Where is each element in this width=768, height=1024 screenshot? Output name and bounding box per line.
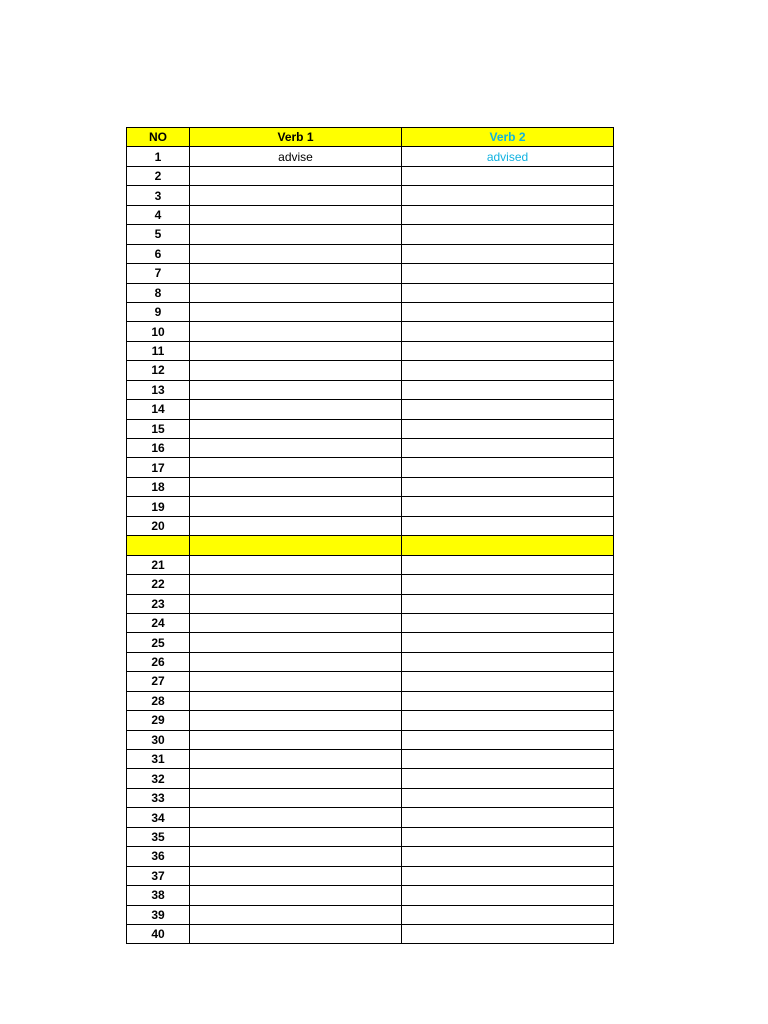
verb1-cell[interactable] xyxy=(190,302,402,321)
row-number-cell: 13 xyxy=(127,380,190,399)
table-row xyxy=(127,322,614,341)
verb1-cell[interactable] xyxy=(190,516,402,535)
table-row xyxy=(127,672,614,691)
header-row xyxy=(127,128,614,147)
row-number-cell: 10 xyxy=(127,322,190,341)
table-row xyxy=(127,497,614,516)
table-row xyxy=(127,516,614,535)
table-row xyxy=(127,847,614,866)
row-number-cell: 23 xyxy=(127,594,190,613)
verb1-cell[interactable] xyxy=(190,186,402,205)
verb2-cell[interactable] xyxy=(402,244,614,263)
row-number-cell: 18 xyxy=(127,477,190,496)
table-row xyxy=(127,905,614,924)
verb1-cell[interactable] xyxy=(190,575,402,594)
table-row xyxy=(127,886,614,905)
table-row xyxy=(127,652,614,671)
verb2-cell[interactable] xyxy=(402,322,614,341)
verb1-cell[interactable] xyxy=(190,594,402,613)
table-row xyxy=(127,458,614,477)
row-number-cell: 26 xyxy=(127,652,190,671)
row-number-cell: 35 xyxy=(127,827,190,846)
verb2-cell[interactable] xyxy=(402,380,614,399)
row-number-cell: 15 xyxy=(127,419,190,438)
verb2-cell[interactable] xyxy=(402,264,614,283)
verb2-cell[interactable] xyxy=(402,400,614,419)
row-number-cell: 14 xyxy=(127,400,190,419)
verb2-cell[interactable] xyxy=(402,866,614,885)
verb2-cell[interactable] xyxy=(402,905,614,924)
table-row xyxy=(127,439,614,458)
verb1-cell[interactable] xyxy=(190,341,402,360)
row-number-cell: 34 xyxy=(127,808,190,827)
row-number-cell: 40 xyxy=(127,924,190,943)
verb1-cell[interactable] xyxy=(190,847,402,866)
verb2-cell[interactable] xyxy=(402,594,614,613)
verb1-cell[interactable] xyxy=(190,633,402,652)
table-row xyxy=(127,400,614,419)
table-row xyxy=(127,555,614,574)
row-number-cell: 8 xyxy=(127,283,190,302)
row-number-cell: 36 xyxy=(127,847,190,866)
table-row xyxy=(127,711,614,730)
table-row xyxy=(127,477,614,496)
table-row xyxy=(127,575,614,594)
verb2-cell[interactable] xyxy=(402,439,614,458)
table-row xyxy=(127,730,614,749)
row-number-cell: 29 xyxy=(127,711,190,730)
verb1-cell[interactable] xyxy=(190,905,402,924)
verb1-cell[interactable] xyxy=(190,283,402,302)
verb2-cell[interactable] xyxy=(402,827,614,846)
verb2-cell[interactable] xyxy=(402,730,614,749)
verb1-cell[interactable] xyxy=(190,711,402,730)
row-number-cell xyxy=(127,536,190,555)
verb1-cell[interactable] xyxy=(190,808,402,827)
row-number-cell: 12 xyxy=(127,361,190,380)
verb1-cell[interactable] xyxy=(190,672,402,691)
verb2-cell[interactable] xyxy=(402,361,614,380)
verb2-cell[interactable] xyxy=(402,672,614,691)
verb1-cell xyxy=(190,536,402,555)
verb1-cell[interactable] xyxy=(190,886,402,905)
verb2-cell[interactable] xyxy=(402,652,614,671)
row-number-cell: 16 xyxy=(127,439,190,458)
table-row xyxy=(127,225,614,244)
verb1-cell[interactable] xyxy=(190,769,402,788)
row-number-cell: 17 xyxy=(127,458,190,477)
row-number-cell: 28 xyxy=(127,691,190,710)
table-row xyxy=(127,750,614,769)
verb2-cell[interactable] xyxy=(402,633,614,652)
table-row xyxy=(127,283,614,302)
verb1-cell[interactable]: advise xyxy=(190,147,402,166)
row-number-cell: 32 xyxy=(127,769,190,788)
table-row xyxy=(127,808,614,827)
verb1-cell[interactable] xyxy=(190,380,402,399)
verb2-cell[interactable] xyxy=(402,847,614,866)
verb1-cell[interactable] xyxy=(190,419,402,438)
verb1-cell[interactable] xyxy=(190,439,402,458)
row-number-cell: 30 xyxy=(127,730,190,749)
header-verb2: Verb 2 xyxy=(402,128,614,147)
verb2-cell[interactable] xyxy=(402,769,614,788)
verb2-cell[interactable] xyxy=(402,788,614,807)
verb1-cell[interactable] xyxy=(190,458,402,477)
verb1-cell[interactable] xyxy=(190,613,402,632)
table-row xyxy=(127,633,614,652)
verb2-cell[interactable] xyxy=(402,225,614,244)
row-number-cell: 38 xyxy=(127,886,190,905)
verb2-cell[interactable] xyxy=(402,711,614,730)
table-row xyxy=(127,691,614,710)
verb2-cell[interactable] xyxy=(402,516,614,535)
verb1-cell[interactable] xyxy=(190,827,402,846)
row-number-cell: 33 xyxy=(127,788,190,807)
verb2-cell[interactable] xyxy=(402,613,614,632)
row-number-cell: 6 xyxy=(127,244,190,263)
table-row xyxy=(127,924,614,943)
verb1-cell[interactable] xyxy=(190,652,402,671)
verb2-cell[interactable] xyxy=(402,555,614,574)
row-number-cell: 4 xyxy=(127,205,190,224)
row-number-cell: 37 xyxy=(127,866,190,885)
verb2-cell[interactable] xyxy=(402,575,614,594)
table-row xyxy=(127,769,614,788)
row-number-cell: 7 xyxy=(127,264,190,283)
table-row xyxy=(127,361,614,380)
table-row xyxy=(127,147,614,166)
row-number-cell: 25 xyxy=(127,633,190,652)
table-row xyxy=(127,594,614,613)
table-row xyxy=(127,341,614,360)
verb1-cell[interactable] xyxy=(190,866,402,885)
table-row xyxy=(127,244,614,263)
verb2-cell[interactable] xyxy=(402,458,614,477)
verb2-cell[interactable] xyxy=(402,497,614,516)
verb1-cell[interactable] xyxy=(190,477,402,496)
verb1-cell[interactable] xyxy=(190,924,402,943)
table-row xyxy=(127,264,614,283)
verb2-cell[interactable] xyxy=(402,283,614,302)
table-row xyxy=(127,827,614,846)
table-row xyxy=(127,788,614,807)
table-row xyxy=(127,419,614,438)
row-number-cell: 1 xyxy=(127,147,190,166)
verb1-cell[interactable] xyxy=(190,225,402,244)
row-number-cell: 21 xyxy=(127,555,190,574)
verb2-cell[interactable] xyxy=(402,808,614,827)
verb-table xyxy=(126,127,614,944)
verb1-cell[interactable] xyxy=(190,322,402,341)
row-number-cell: 39 xyxy=(127,905,190,924)
row-number-cell: 3 xyxy=(127,186,190,205)
verb2-cell[interactable] xyxy=(402,886,614,905)
verb2-cell[interactable] xyxy=(402,205,614,224)
row-number-cell: 11 xyxy=(127,341,190,360)
row-number-cell: 31 xyxy=(127,750,190,769)
separator-row xyxy=(127,536,614,555)
verb2-cell[interactable]: advised xyxy=(402,147,614,166)
table-row xyxy=(127,186,614,205)
verb2-cell[interactable] xyxy=(402,477,614,496)
row-number-cell: 5 xyxy=(127,225,190,244)
header-no: NO xyxy=(127,128,190,147)
verb1-cell[interactable] xyxy=(190,691,402,710)
verb1-cell[interactable] xyxy=(190,264,402,283)
verb2-cell[interactable] xyxy=(402,750,614,769)
verb2-cell[interactable] xyxy=(402,691,614,710)
table-row xyxy=(127,866,614,885)
table-row xyxy=(127,166,614,185)
row-number-cell: 20 xyxy=(127,516,190,535)
verb1-cell[interactable] xyxy=(190,244,402,263)
header-verb1: Verb 1 xyxy=(190,128,402,147)
verb1-cell[interactable] xyxy=(190,497,402,516)
row-number-cell: 9 xyxy=(127,302,190,321)
verb2-cell xyxy=(402,536,614,555)
verb2-cell[interactable] xyxy=(402,924,614,943)
verb1-cell[interactable] xyxy=(190,555,402,574)
verb2-cell[interactable] xyxy=(402,186,614,205)
verb2-cell[interactable] xyxy=(402,341,614,360)
table-row xyxy=(127,302,614,321)
verb2-cell[interactable] xyxy=(402,302,614,321)
row-number-cell: 2 xyxy=(127,166,190,185)
verb1-cell[interactable] xyxy=(190,205,402,224)
verb1-cell[interactable] xyxy=(190,788,402,807)
verb1-cell[interactable] xyxy=(190,730,402,749)
table-body xyxy=(127,147,614,944)
verb2-cell[interactable] xyxy=(402,419,614,438)
table-row xyxy=(127,205,614,224)
verb1-cell[interactable] xyxy=(190,361,402,380)
row-number-cell: 24 xyxy=(127,613,190,632)
row-number-cell: 27 xyxy=(127,672,190,691)
verb1-cell[interactable] xyxy=(190,400,402,419)
row-number-cell: 19 xyxy=(127,497,190,516)
table-row xyxy=(127,613,614,632)
verb1-cell[interactable] xyxy=(190,166,402,185)
verb1-cell[interactable] xyxy=(190,750,402,769)
table-row xyxy=(127,380,614,399)
verb2-cell[interactable] xyxy=(402,166,614,185)
row-number-cell: 22 xyxy=(127,575,190,594)
